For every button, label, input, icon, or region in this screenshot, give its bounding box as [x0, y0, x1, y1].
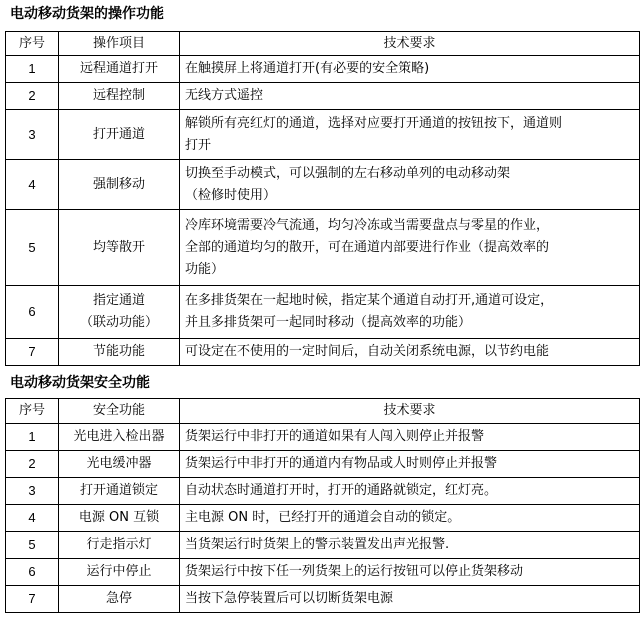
row-no: 7 [6, 586, 59, 613]
row-item: 远程通道打开 [59, 56, 180, 83]
row-item [59, 286, 180, 339]
operation-functions-table [5, 31, 640, 366]
table-row [6, 559, 640, 586]
table-row [6, 83, 640, 110]
row-requirement: 主电源 ON 时，已经打开的通道会自动的锁定。 [180, 505, 640, 532]
table-row [6, 286, 640, 339]
section1-title: 电动移动货架的操作功能 [10, 6, 164, 22]
row-requirement: 在触摸屏上将通道打开(有必要的安全策略) [180, 56, 640, 83]
row-no: 2 [6, 451, 59, 478]
req-line: 在多排货架在一起地时候，指定某个通道自动打开,通道可设定， [185, 293, 554, 308]
table-row [6, 160, 640, 210]
req-line: 解锁所有亮红灯的通道，选择对应要打开通道的按钮按下，通道则 [185, 115, 563, 131]
row-item: 强制移动 [59, 160, 180, 210]
safety-functions-table [5, 398, 640, 613]
row-item: 节能功能 [59, 339, 180, 366]
table-row [6, 56, 640, 83]
row-requirement: 可设定在不使用的一定时间后，自动关闭系统电源，以节约电能 [180, 339, 640, 366]
header-item: 安全功能 [59, 399, 180, 424]
row-requirement: 货架运行中非打开的通道如果有人闯入则停止并报警 [180, 424, 640, 451]
table-row [6, 586, 640, 613]
table-row [6, 424, 640, 451]
row-requirement: 货架运行中非打开的通道内有物品或人时则停止并报警 [180, 451, 640, 478]
table-row [6, 210, 640, 286]
req-line: 冷库环境需要冷气流通，均匀冷冻或当需要盘点与零星的作业， [185, 217, 550, 233]
table-row [6, 451, 640, 478]
row-item: 光电缓冲器 [59, 451, 180, 478]
req-line: 打开 [185, 137, 212, 153]
item-line: （联动功能） [79, 315, 158, 330]
item-line: 指定通道 [92, 293, 145, 308]
row-requirement [180, 110, 640, 160]
row-item: 远程控制 [59, 83, 180, 110]
row-requirement: 当按下急停装置后可以切断货架电源 [180, 586, 640, 613]
header-no: 序号 [6, 399, 59, 424]
header-requirement: 技术要求 [180, 32, 640, 56]
header-item: 操作项目 [59, 32, 180, 56]
row-item: 急停 [59, 586, 180, 613]
row-no: 6 [6, 286, 59, 339]
row-no: 1 [6, 424, 59, 451]
row-no: 7 [6, 339, 59, 366]
row-requirement [180, 210, 640, 286]
row-item: 电源 ON 互锁 [59, 505, 180, 532]
row-item: 打开通道锁定 [59, 478, 180, 505]
row-no: 6 [6, 559, 59, 586]
table-row [6, 532, 640, 559]
row-requirement: 自动状态时通道打开时，打开的通路就锁定，红灯亮。 [180, 478, 640, 505]
table-row [6, 478, 640, 505]
row-no: 1 [6, 56, 59, 83]
section2-title: 电动移动货架安全功能 [10, 375, 150, 391]
table-row [6, 505, 640, 532]
row-requirement [180, 160, 640, 210]
header-requirement: 技术要求 [180, 399, 640, 424]
table-row [6, 110, 640, 160]
row-item: 行走指示灯 [59, 532, 180, 559]
header-no: 序号 [6, 32, 59, 56]
row-item: 打开通道 [59, 110, 180, 160]
req-line: 功能） [185, 261, 225, 277]
row-requirement [180, 286, 640, 339]
row-item: 均等散开 [59, 210, 180, 286]
req-line: 全部的通道均匀的散开，可在通道内部要进行作业（提高效率的 [185, 239, 550, 255]
row-requirement: 货架运行中按下任一列货架上的运行按钮可以停止货架移动 [180, 559, 640, 586]
row-no: 4 [6, 505, 59, 532]
row-no: 2 [6, 83, 59, 110]
row-no: 5 [6, 210, 59, 286]
req-line: （检修时使用） [185, 187, 277, 203]
row-no: 3 [6, 110, 59, 160]
row-requirement: 当货架运行时货架上的警示装置发出声光报警. [180, 532, 640, 559]
table-row [6, 339, 640, 366]
row-no: 4 [6, 160, 59, 210]
row-no: 3 [6, 478, 59, 505]
row-requirement: 无线方式遥控 [180, 83, 640, 110]
req-line: 切换至手动模式，可以强制的左右移动单列的电动移动架 [185, 165, 511, 181]
row-no: 5 [6, 532, 59, 559]
req-line: 并且多排货架可一起同时移动（提高效率的功能） [185, 315, 472, 330]
row-item: 运行中停止 [59, 559, 180, 586]
row-item: 光电进入检出器 [59, 424, 180, 451]
